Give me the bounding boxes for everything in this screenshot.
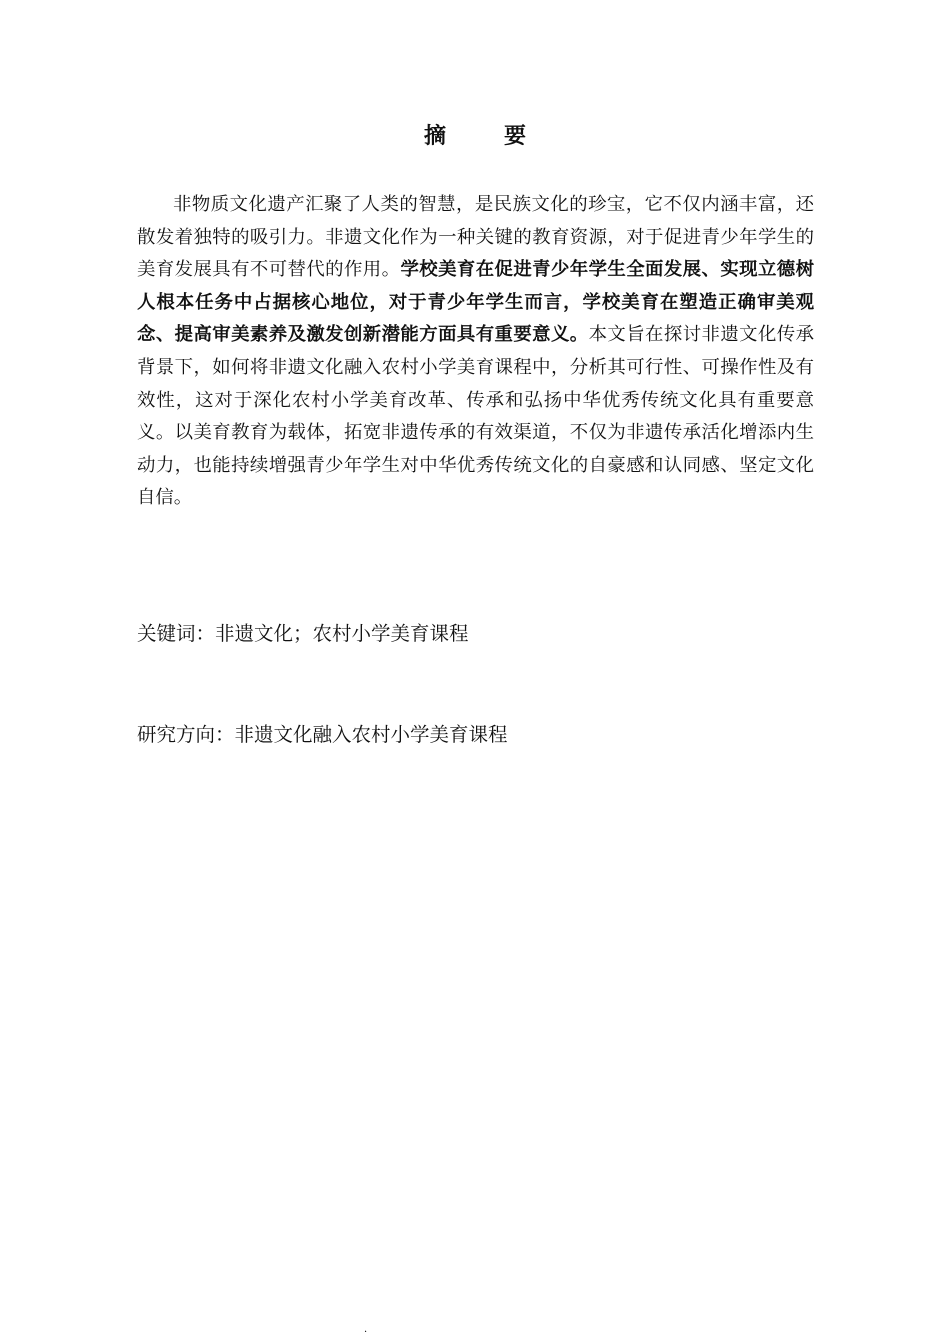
keywords-label: 关键词： [137, 622, 216, 645]
abstract-title: 摘 要 [423, 124, 544, 149]
abstract-text-emphasis: 学校美育在促进青少年学生全面发展、实现立德树人根本任务中占据核心地位，对于青少年学生而言，学校美育在塑造正确审美观念、提高审美素养及激发创新潜能方面具有重要意义。 [137, 259, 814, 346]
abstract-paragraph [137, 189, 814, 515]
research-direction-label: 研究方向： [137, 723, 235, 746]
abstract-text-intro: 非物质文化遗产汇聚了人类的智慧，是民族文化的珍宝，它不仅内涵丰富，还散发着独特的吸引力。非遗文化作为一种关键的教育资源，对于促进青少年学生的美育发展具有不可替代的作用。 [137, 194, 814, 281]
page-number-mark: · [364, 1327, 368, 1338]
research-direction-value: 非遗文化融入农村小学美育课程 [234, 723, 508, 746]
keywords-value: 非遗文化；农村小学美育课程 [215, 622, 469, 645]
research-direction-line [137, 720, 814, 750]
keywords-line [137, 619, 814, 649]
abstract-text-body: 本文旨在探讨非遗文化传承背景下，如何将非遗文化融入农村小学美育课程中，分析其可行性、可操作性及有效性，这对于深化农村小学美育改革、传承和弘扬中华优秀传统文化具有重要意义。以美育教育为载体，拓宽非遗传承的有效渠道，不仅为非遗传承活化增添内生动力，也能持续增强青少年学生对中华优秀传统文化的自豪感和认同感、坚定文化自信。 [137, 324, 814, 509]
